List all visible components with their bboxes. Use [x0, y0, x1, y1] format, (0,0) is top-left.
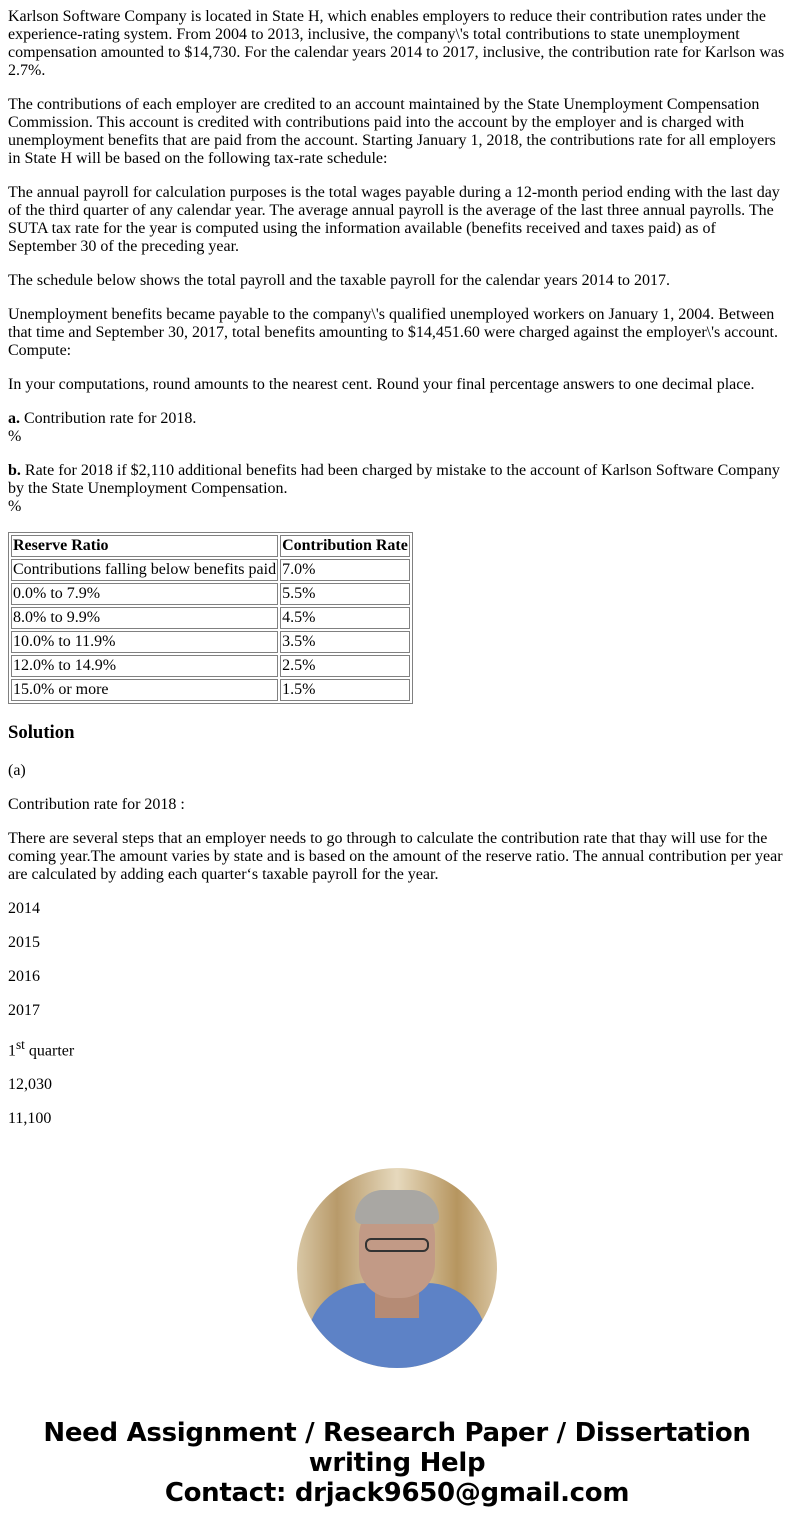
table-cell: 1.5% [280, 679, 410, 701]
question-a-unit: % [8, 428, 22, 445]
year: 2016 [8, 968, 40, 985]
header-cell: Reserve Ratio [11, 535, 278, 557]
year: 2017 [8, 1002, 40, 1019]
intro-paragraph: Karlson Software Company is located in State H, which enables employers to reduce their contribution rates under the experience-rating system. From 2004 to 2013, inclusive, the company\'s total contributions to state unemployment compensation amounted to $14,730. For the calendar years 2014 to 2017, inclusive, the contribution rate for Karlson was 2.7%. [8, 8, 785, 79]
table-cell: 8.0% to 9.9% [11, 607, 278, 629]
question-b-unit: % [8, 498, 22, 515]
question [8, 8, 786, 704]
table-row [11, 631, 410, 653]
table-cell: 10.0% to 11.9% [11, 631, 278, 653]
intro-paragraph: In your computations, round amounts to the nearest cent. Round your final percentage answers to one decimal place. [8, 376, 755, 393]
table-cell: 5.5% [280, 583, 410, 605]
solution-heading: Solution [8, 722, 75, 743]
table-row [11, 559, 410, 581]
table-cell: 0.0% to 7.9% [11, 583, 278, 605]
question-a [8, 410, 786, 446]
intro-paragraph: Unemployment benefits became payable to the company\'s qualified unemployed workers on January 1, 2004. Between that time and September 30, 2017, total benefits amounting to $14,451.60 were charged against the employer\'s account. Compute: [8, 306, 778, 359]
quarter-label: 1st quarter [8, 1037, 75, 1060]
header-cell: Contribution Rate [280, 535, 410, 557]
contact-banner [8, 1418, 786, 1508]
banner-line: Need Assignment / Research Paper / Dissertation writing Help [43, 1418, 751, 1479]
table-cell: Contributions falling below benefits paid [11, 559, 278, 581]
value: 12,030 [8, 1076, 52, 1094]
year: 2014 [8, 900, 40, 917]
question-a-text: Contribution rate for 2018. [20, 410, 197, 427]
table-row [11, 655, 410, 677]
table-cell: 12.0% to 14.9% [11, 655, 278, 677]
solution-subtitle: Contribution rate for 2018 : [8, 796, 185, 813]
question-b-text: Rate for 2018 if $2,110 additional benefits had been charged by mistake to the account of Karlson Software Company by the State Unemployment Compensation. [8, 462, 780, 497]
photo-container [8, 1168, 786, 1368]
intro-paragraph: The contributions of each employer are credited to an account maintained by the State Unemployment Compensation Commission. This account is credited with contributions paid into the account by the employer and is charged with unemployment benefits that are paid from the account. Starting January 1, 2018, the contributions rate for all employers in State H will be based on the following tax-rate schedule: [8, 96, 776, 167]
intro-paragraph: The schedule below shows the total payroll and the taxable payroll for the calendar years 2014 to 2017. [8, 272, 671, 289]
solution [8, 722, 786, 1128]
banner-contact: Contact: drjack9650@gmail.com [164, 1478, 630, 1509]
table-row [11, 679, 410, 701]
author-photo [297, 1168, 497, 1368]
table-cell: 15.0% or more [11, 679, 278, 701]
table-cell: 4.5% [280, 607, 410, 629]
table-cell: 7.0% [280, 559, 410, 581]
question-b-label: b. [8, 462, 21, 479]
value: 11,100 [8, 1110, 52, 1128]
table-cell: 3.5% [280, 631, 410, 653]
question-a-label: a. [8, 410, 20, 427]
question-b [8, 462, 786, 516]
year: 2015 [8, 934, 40, 951]
table-header-row [11, 535, 410, 557]
table-row [11, 583, 410, 605]
tax-rate-table [8, 532, 413, 704]
solution-text: There are several steps that an employer needs to go through to calculate the contribution rate that thay will use for the coming year.The amount varies by state and is based on the amount of the reserve ratio. The annual contribution per year are calculated by adding each quarter‘s taxable payroll for the year. [8, 830, 783, 883]
solution-part: (a) [8, 762, 26, 779]
table-row [11, 607, 410, 629]
table-cell: 2.5% [280, 655, 410, 677]
intro-paragraph: The annual payroll for calculation purposes is the total wages payable during a 12-month period ending with the last day of the third quarter of any calendar year. The average annual payroll is the average of the last three annual payrolls. The SUTA tax rate for the year is computed using the information available (benefits received and taxes paid) as of September 30 of the preceding year. [8, 184, 780, 255]
